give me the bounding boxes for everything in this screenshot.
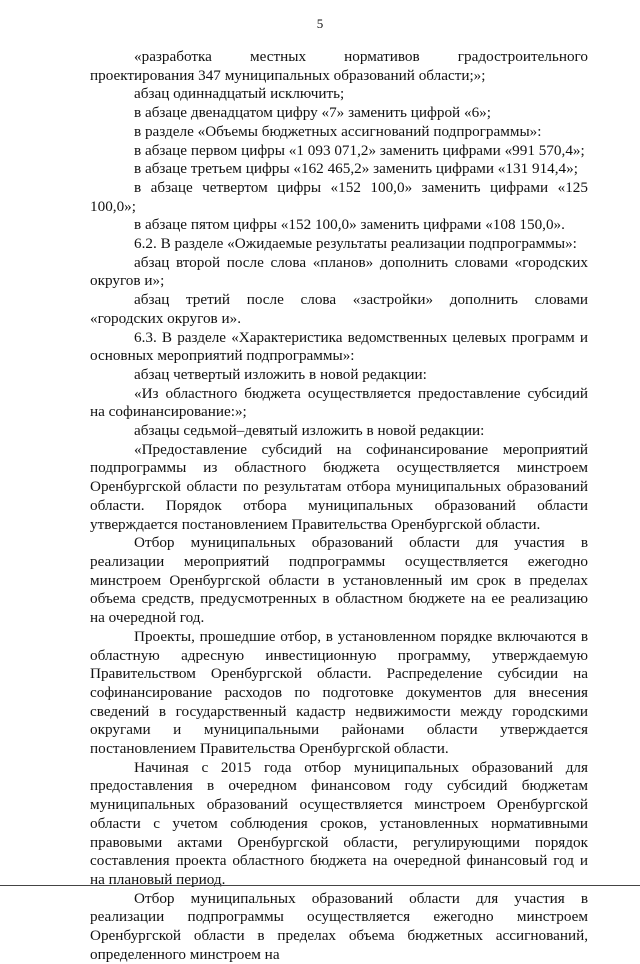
paragraph: в абзаце третьем цифры «162 465,2» заменить цифрами «131 914,4»; (134, 160, 578, 178)
paragraph: «разработка местных нормативов градостроительного проектирования 347 муниципальных образований области;»; (90, 48, 588, 84)
paragraph: абзац третий после слова «застройки» дополнить словами «городских округов и». (90, 291, 588, 327)
document-body (90, 48, 588, 964)
paragraph: «Предоставление субсидий на софинансирование мероприятий подпрограммы из областного бюджета осуществляется минстроем Оренбургской области по результатам отбора муниципальных образований области. Порядок отбора муниципальных образований области утверждается постановлением Правительства Оренбургской области. (90, 440, 588, 533)
paragraph: Начиная с 2015 года отбор муниципальных образований для предоставления в очередном финансовом году субсидий бюджетам муниципальных образований осуществляется минстроем Оренбургской области с учетом соблюдения сроков, установленных нормативными правовыми актами Оренбургской области, регулирующими порядок составления проекта областного бюджета на очередной финансовый год и на плановый период. (90, 758, 588, 888)
paragraph: абзац второй после слова «планов» дополнить словами «городских округов и»; (90, 253, 588, 290)
paragraph: абзац четвертый изложить в новой редакции: (134, 365, 427, 383)
paragraph: 6.2. В разделе «Ожидаемые результаты реализации подпрограммы»: (134, 235, 577, 253)
paragraph: в абзаце первом цифры «1 093 071,2» заменить цифрами «991 570,4»; (134, 141, 585, 159)
paragraph: Проекты, прошедшие отбор, в установленном порядке включаются в областную адресную инвестиционную программу, утверждаемую Правительством Оренбургской области. Распределение субсидии на софинансирование расходов по подготовке документов для внесения сведений в государственный кадастр недвижимости между городскими округами и муниципальными районами области утверждается постановлением Правительства Оренбургской области. (90, 627, 588, 758)
bottom-scan-line (0, 885, 640, 886)
paragraph: Отбор муниципальных образований области для участия в реализации мероприятий подпрограммы осуществляется ежегодно минстроем Оренбургской области в установленный им срок в пределах объема средств, предусмотренных в областном бюджете на ее реализацию на очередной год. (90, 534, 588, 627)
paragraph: в абзаце пятом цифры «152 100,0» заменить цифрами «108 150,0». (134, 216, 565, 234)
paragraph: в абзаце четвертом цифры «152 100,0» заменить цифрами «125 100,0»; (90, 178, 588, 215)
paragraph: в абзаце двенадцатом цифру «7» заменить цифрой «6»; (134, 104, 491, 122)
page-number: 5 (316, 16, 324, 31)
paragraph: «Из областного бюджета осуществляется предоставление субсидий на софинансирование:»; (90, 384, 588, 421)
paragraph: Отбор муниципальных образований области для участия в реализации подпрограммы осуществляется ежегодно минстроем Оренбургской области в пределах объема бюджетных ассигнований, определенного минстроем на (90, 889, 588, 963)
paragraph: абзацы седьмой–девятый изложить в новой редакции: (134, 422, 485, 440)
paragraph: абзац одиннадцатый исключить; (134, 85, 345, 103)
paragraph: в разделе «Объемы бюджетных ассигнований подпрограммы»: (134, 122, 542, 140)
paragraph: 6.3. В разделе «Характеристика ведомственных целевых программ и основных мероприятий подпрограммы»: (90, 328, 588, 365)
